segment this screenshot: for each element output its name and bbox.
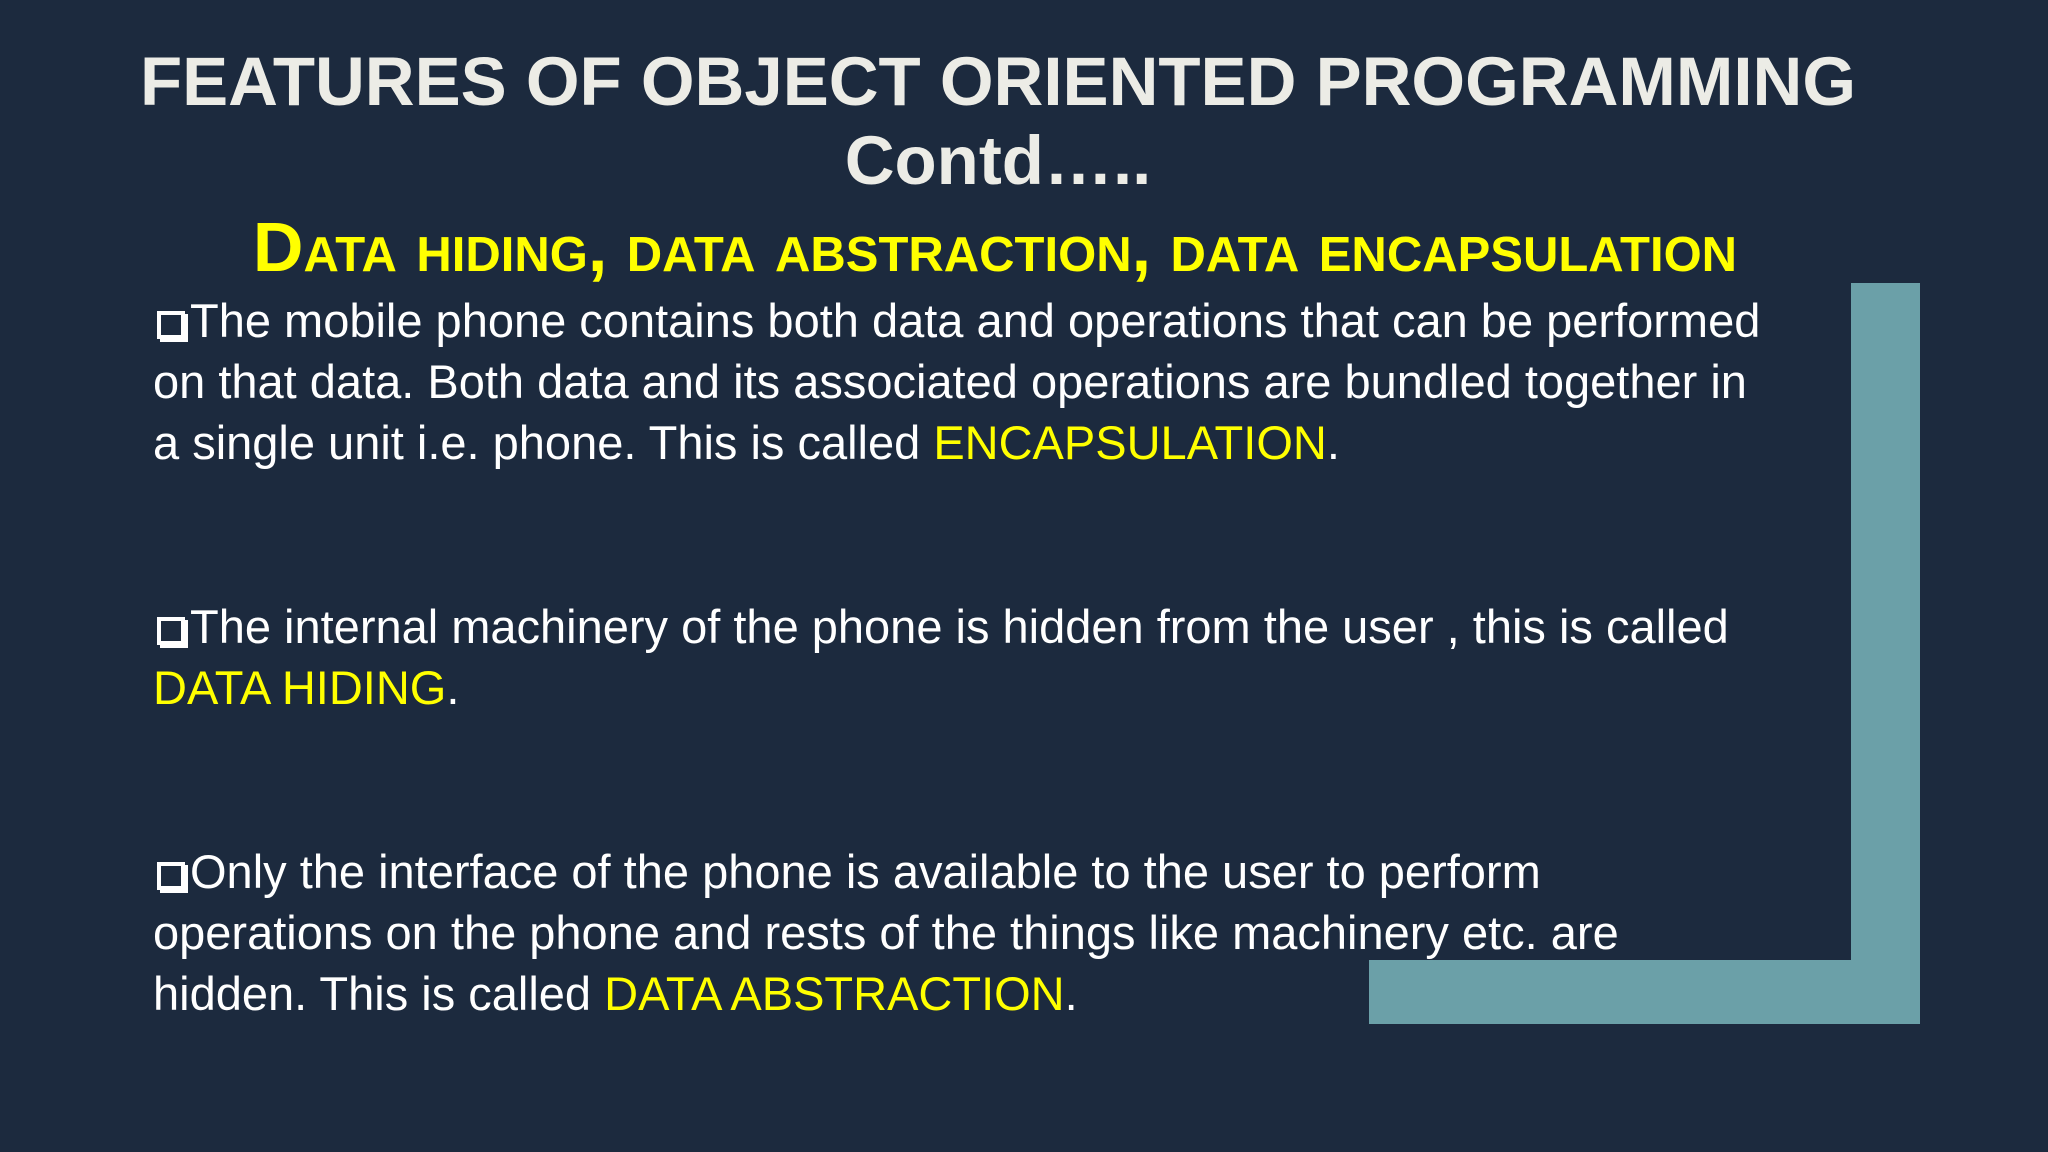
bullet-data-hiding (153, 596, 1773, 718)
bullet-end: . (1064, 967, 1078, 1020)
bullet-highlight: DATA HIDING (153, 661, 447, 714)
checkbox-square-icon (157, 617, 185, 645)
bullet-end: . (1326, 416, 1340, 469)
slide-title-line2: Contd….. (844, 122, 1152, 199)
bullet-data-abstraction (153, 841, 1773, 1024)
bullet-list (153, 290, 1773, 1147)
checkbox-square-icon (157, 311, 185, 339)
bullet-encapsulation (153, 290, 1773, 473)
accent-bar-vertical (1851, 283, 1920, 1024)
checkbox-square-icon (157, 862, 185, 890)
slide-title-line1: FEATURES OF OBJECT ORIENTED PROGRAMMING (139, 43, 1857, 120)
slide-subtitle: Data hiding, data abstraction, data encapsulation (252, 208, 1738, 286)
bullet-text: Only the interface of the phone is available to the user to perform operations on the phone and rests of the things like machinery etc. are hidden. This is called (153, 845, 1619, 1020)
bullet-text: The mobile phone contains both data and operations that can be performed on that data. Both data and its associated operations are bundled together in a single unit i.e. phone. This is called (153, 294, 1761, 469)
slide-title (0, 42, 1996, 200)
bullet-end: . (446, 661, 460, 714)
bullet-highlight: ENCAPSULATION (933, 416, 1327, 469)
bullet-highlight: DATA ABSTRACTION (604, 967, 1065, 1020)
bullet-text: The internal machinery of the phone is hidden from the user , this is called (190, 600, 1729, 653)
